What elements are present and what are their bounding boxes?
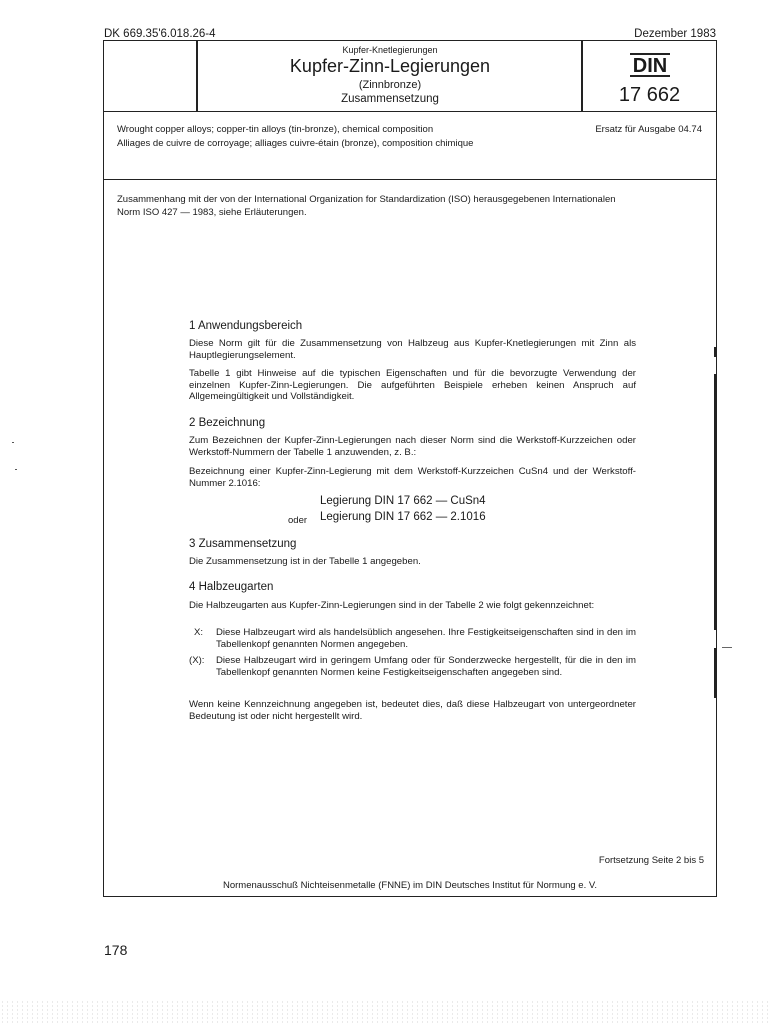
scan-dot xyxy=(15,469,17,470)
change-bar xyxy=(714,347,716,357)
standard-number: 17 662 xyxy=(618,84,681,106)
designation-oder: oder xyxy=(288,515,308,526)
list-item-x xyxy=(194,627,636,650)
list-marker-x-parenthesized: (X): xyxy=(189,655,205,666)
title-english: Wrought copper alloys; copper-tin alloys (tin-bronze), chemical composition xyxy=(117,124,434,135)
scan-dot xyxy=(12,442,14,443)
section-4-heading: 4 Halbzeugarten xyxy=(189,581,274,593)
page-number: 178 xyxy=(104,942,128,958)
section-1-heading: 1 Anwendungsbereich xyxy=(189,320,303,332)
list-text-x: Diese Halbzeugart wird als handelsüblich angesehen. Ihre Festigkeitseigenschaften sind in den im Tabellenkopf genannten Normen angegeben. xyxy=(216,627,636,650)
list-text-x-parenthesized: Diese Halbzeugart wird in geringem Umfang oder für Sonderzwecke hergestellt, für die in den im Tabellenkopf genannten Normen keine Festigkeitseigenschaften angegeben sind. xyxy=(216,655,636,678)
section-1-paragraph-1: Diese Norm gilt für die Zusammensetzung von Halbzeug aus Kupfer-Knetlegierungen mit Zinn als Hauptlegierungselement. xyxy=(189,338,636,361)
iso-note-line2: Norm ISO 427 — 1983, siehe Erläuterungen. xyxy=(117,207,307,218)
issue-date: Dezember 1983 xyxy=(634,28,716,40)
section-4-paragraph-1: Die Halbzeugarten aus Kupfer-Zinn-Legierungen sind in der Tabelle 2 wie folgt gekennzeichnet: xyxy=(189,600,595,611)
list-marker-x: X: xyxy=(194,627,204,638)
title-category: Kupfer-Knetlegierungen xyxy=(342,45,438,55)
din-logo: DIN xyxy=(630,53,670,77)
section-2-paragraph-1: Zum Bezeichnen der Kupfer-Zinn-Legierungen nach dieser Norm sind die Werkstoff-Kurzzeichen oder Werkstoff-Nummern der Tabelle 1 anzuwenden, z. B.: xyxy=(189,435,636,458)
title-parenthetical: (Zinnbronze) xyxy=(358,79,422,91)
title-french: Alliages de cuivre de corroyage; alliages cuivre-étain (bronze), composition chimique xyxy=(117,138,474,149)
scan-noise xyxy=(0,1000,768,1024)
section-2-paragraph-2: Bezeichnung einer Kupfer-Zinn-Legierung mit dem Werkstoff-Kurzzeichen CuSn4 und der Werkstoff-Nummer 2.1016: xyxy=(189,466,636,489)
designation-example-2: Legierung DIN 17 662 — 2.1016 xyxy=(320,511,486,523)
continuation-note: Fortsetzung Seite 2 bis 5 xyxy=(598,855,704,866)
change-bar xyxy=(714,374,716,630)
change-bar xyxy=(714,648,716,698)
committee-footer: Normenausschuß Nichteisenmetalle (FNNE) im DIN Deutsches Institut für Normung e. V. xyxy=(223,880,597,891)
section-2-heading: 2 Bezeichnung xyxy=(189,417,266,429)
margin-mark xyxy=(722,647,732,648)
designation-example-1: Legierung DIN 17 662 — CuSn4 xyxy=(320,495,486,507)
list-item-x-parenthesized xyxy=(189,655,636,678)
dk-classification: DK 669.35'6.018.26-4 xyxy=(104,28,216,40)
section-3-paragraph-1: Die Zusammensetzung ist in der Tabelle 1 angegeben. xyxy=(189,556,421,567)
section-3-heading: 3 Zusammensetzung xyxy=(189,538,297,550)
section-divider xyxy=(103,179,717,180)
section-4-paragraph-2: Wenn keine Kennzeichnung angegeben ist, bedeutet dies, daß diese Halbzeugart von untergeordneter Bedeutung ist oder nicht hergestellt wird. xyxy=(189,699,636,722)
title-subtitle: Zusammensetzung xyxy=(341,93,439,105)
iso-note-line1: Zusammenhang mit der von der International Organization for Standardization (ISO) herausgegebenen Internationalen xyxy=(117,194,616,205)
section-1-paragraph-2: Tabelle 1 gibt Hinweise auf die typischen Eigenschaften und für die bevorzugte Verwendung der einzelnen Kupfer-Zinn-Legierungen. Die aufgeführten Beispiele erheben keinen Anspruch auf Allgemeingültigkeit und Vollständigkeit. xyxy=(189,368,636,403)
replaces-edition: Ersatz für Ausgabe 04.74 xyxy=(595,124,702,135)
page-title: Kupfer-Zinn-Legierungen xyxy=(289,56,491,76)
